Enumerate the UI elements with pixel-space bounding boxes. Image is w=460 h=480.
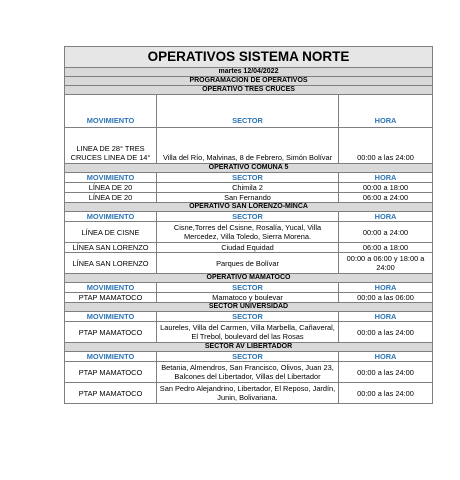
column-header-hora: HORA	[339, 95, 433, 128]
section-title: OPERATIVO SAN LORENZO-MINCA	[65, 203, 433, 212]
table-row	[65, 193, 433, 203]
column-header-hora: HORA	[339, 352, 433, 362]
hora-cell: 00:00 a las 06:00	[339, 293, 433, 303]
page-title: OPERATIVOS SISTEMA NORTE	[65, 47, 433, 68]
section-header-row	[65, 274, 433, 283]
section-header-row	[65, 343, 433, 352]
sector-cell: Betania, Almendros, San Francisco, Olivos, Juan 23, Balcones del Libertador, Villas del Libertador	[157, 362, 339, 383]
column-header-sector: SECTOR	[157, 212, 339, 222]
section-title: OPERATIVO COMUNA 5	[65, 164, 433, 173]
section-title: OPERATIVO TRES CRUCES	[65, 86, 433, 95]
column-header-hora: HORA	[339, 212, 433, 222]
sector-cell: Chimila 2	[157, 183, 339, 193]
column-header-sector: SECTOR	[157, 95, 339, 128]
section-title: SECTOR UNIVERSIDAD	[65, 303, 433, 312]
movimiento-cell: LÍNEA DE 20	[65, 183, 157, 193]
sector-cell: San Fernando	[157, 193, 339, 203]
column-header-row	[65, 352, 433, 362]
table-row	[65, 222, 433, 243]
sector-cell: San Pedro Alejandrino, Libertador, El Reposo, Jardín, Junin, Bolivariana.	[157, 383, 339, 404]
hora-cell: 00:00 a las 24:00	[339, 383, 433, 404]
column-header-movimiento: MOVIMIENTO	[65, 173, 157, 183]
table-row	[65, 183, 433, 193]
column-header-hora: HORA	[339, 173, 433, 183]
movimiento-cell: PTAP MAMATOCO	[65, 322, 157, 343]
column-header-row	[65, 212, 433, 222]
table-row	[65, 383, 433, 404]
hora-cell: 00:00 a las 24:00	[339, 128, 433, 164]
date-row	[65, 68, 433, 77]
column-header-row	[65, 283, 433, 293]
column-header-sector: SECTOR	[157, 352, 339, 362]
column-header-sector: SECTOR	[157, 173, 339, 183]
table-row	[65, 293, 433, 303]
movimiento-cell: LÍNEA DE 20	[65, 193, 157, 203]
sector-cell: Cisne,Torres del Csisne, Rosalía, Yucal, Villa Mercedez, Villa Toledo, Sierra Morena.	[157, 222, 339, 243]
sector-cell: Ciudad Equidad	[157, 243, 339, 253]
hora-cell: 00:00 a 18:00	[339, 183, 433, 193]
column-header-hora: HORA	[339, 283, 433, 293]
program-label: PROGRAMACIÓN DE OPERATIVOS	[65, 77, 433, 86]
table-row	[65, 322, 433, 343]
column-header-movimiento: MOVIMIENTO	[65, 283, 157, 293]
column-header-movimiento: MOVIMIENTO	[65, 95, 157, 128]
hora-cell: 06:00 a 24:00	[339, 193, 433, 203]
column-header-row	[65, 95, 433, 128]
sector-cell: Villa del Río, Malvinas, 8 de Febrero, Simón Bolívar	[157, 128, 339, 164]
section-title: SECTOR AV LIBERTADOR	[65, 343, 433, 352]
table-row	[65, 362, 433, 383]
table-row	[65, 128, 433, 164]
hora-cell: 00:00 a 24:00	[339, 222, 433, 243]
movimiento-cell: LÍNEA SAN LORENZO	[65, 243, 157, 253]
hora-cell: 06:00 a 18:00	[339, 243, 433, 253]
table-row	[65, 253, 433, 274]
schedule-sheet	[64, 46, 432, 404]
movimiento-cell: LÍNEA DE CISNE	[65, 222, 157, 243]
date-label: martes 12/04/2022	[65, 68, 433, 77]
column-header-hora: HORA	[339, 312, 433, 322]
column-header-row	[65, 312, 433, 322]
section-header-row	[65, 203, 433, 212]
hora-cell: 00:00 a las 24:00	[339, 362, 433, 383]
column-header-movimiento: MOVIMIENTO	[65, 212, 157, 222]
movimiento-cell: PTAP MAMATOCO	[65, 362, 157, 383]
sector-cell: Mamatoco y boulevar	[157, 293, 339, 303]
section-header-row	[65, 164, 433, 173]
title-row	[65, 47, 433, 68]
movimiento-cell: LINEA DE 28° TRES CRUCES LINEA DE 14°	[65, 128, 157, 164]
section-header-row	[65, 303, 433, 312]
program-row	[65, 77, 433, 86]
hora-cell: 00:00 a las 24:00	[339, 322, 433, 343]
table-row	[65, 243, 433, 253]
column-header-movimiento: MOVIMIENTO	[65, 352, 157, 362]
movimiento-cell: PTAP MAMATOCO	[65, 383, 157, 404]
column-header-sector: SECTOR	[157, 283, 339, 293]
sector-cell: Parques de Bolívar	[157, 253, 339, 274]
schedule-body	[65, 47, 433, 404]
column-header-row	[65, 173, 433, 183]
section-title: OPERATIVO MAMATOCO	[65, 274, 433, 283]
movimiento-cell: LÍNEA SAN LORENZO	[65, 253, 157, 274]
sector-cell: Laureles, Villa del Carmen, Villa Marbella, Cañaveral, El Trebol, boulevard del las Rosas	[157, 322, 339, 343]
column-header-movimiento: MOVIMIENTO	[65, 312, 157, 322]
section-header-row	[65, 86, 433, 95]
movimiento-cell: PTAP MAMATOCO	[65, 293, 157, 303]
column-header-sector: SECTOR	[157, 312, 339, 322]
schedule-table	[64, 46, 433, 404]
hora-cell: 00:00 a 06:00 y 18:00 a 24:00	[339, 253, 433, 274]
